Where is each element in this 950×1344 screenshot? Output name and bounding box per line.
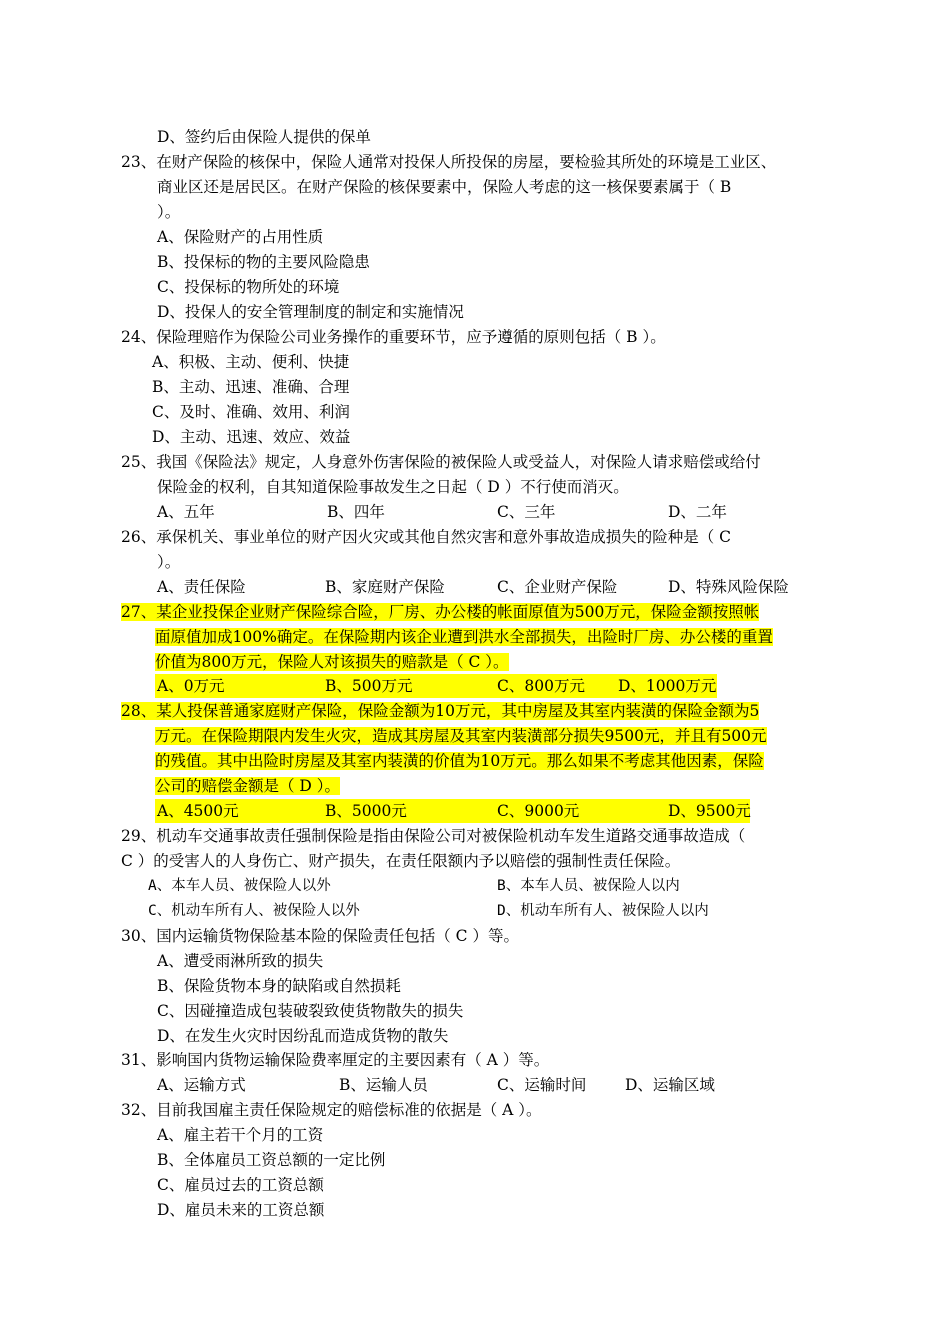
q30-option-d: D、在发生火灾时因纷乱而造成货物的散失	[157, 1027, 449, 1045]
q28-option-b: B、5000元	[325, 802, 407, 820]
q26-option-b: B、家庭财产保险	[325, 578, 445, 596]
q31-option-c: C、运输时间	[497, 1076, 587, 1094]
q28-stem-line2	[155, 724, 767, 748]
q25-stem-line2: 保险金的权利，自其知道保险事故发生之日起（ D ）不行使而消灭。	[157, 478, 629, 496]
q29-stem-line2: C ）的受害人的人身伤亡、财产损失，在责任限额内予以赔偿的强制性责任保险。	[121, 852, 681, 870]
q28-option-d: D、9500元	[668, 802, 751, 820]
q26-stem-line2: ）。	[157, 553, 181, 571]
q23-option-c: C、投保标的物所处的环境	[157, 278, 340, 296]
q25-option-c: C、三年	[497, 503, 556, 521]
q27-option-b: B、500万元	[325, 677, 413, 695]
q31-option-b: B、运输人员	[339, 1076, 428, 1094]
q29-option-c: C、机动车所有人、被保险人以外	[148, 903, 360, 919]
q23-option-a: A、保险财产的占用性质	[157, 228, 324, 246]
q29-option-b: B、本车人员、被保险人以内	[497, 878, 680, 894]
highlight-mark: 的残值。其中出险时房屋及其室内装潢的价值为10万元。那么如果不考虑其他因素，保险	[155, 752, 764, 770]
q23-option-d: D、投保人的安全管理制度的制定和实施情况	[157, 303, 464, 321]
q26-stem-line1: 26、承保机关、事业单位的财产因火灾或其他自然灾害和意外事故造成损失的险种是（ C	[121, 528, 732, 546]
highlight-mark: 公司的赔偿金额是（ D ）。	[155, 777, 341, 795]
q25-stem-line1: 25、我国《保险法》规定，人身意外伤害保险的被保险人或受益人，对保险人请求赔偿或给付	[121, 453, 761, 471]
q28-options-highlight	[155, 799, 750, 823]
q24-stem: 24、保险理赔作为保险公司业务操作的重要环节，应予遵循的原则包括（ B ）。	[121, 328, 666, 346]
q29-stem-line1: 29、机动车交通事故责任强制保险是指由保险公司对被保险机动车发生道路交通事故造成（	[121, 827, 746, 845]
q24-option-a: A、积极、主动、便利、快捷	[152, 353, 350, 371]
q23-stem-line3: ）。	[157, 203, 181, 221]
q27-option-c: C、800万元	[497, 677, 585, 695]
q32-option-b: B、全体雇员工资总额的一定比例	[157, 1151, 386, 1169]
highlight-mark: 万元。在保险期限内发生火灾，造成其房屋及其室内装潢部分损失9500元，并且有500元	[155, 727, 767, 745]
q32-stem: 32、目前我国雇主责任保险规定的赔偿标准的依据是（ A ）。	[121, 1101, 542, 1119]
q27-stem-line3	[155, 650, 509, 674]
q25-option-d: D、二年	[668, 503, 727, 521]
q31-option-d: D、运输区域	[625, 1076, 715, 1094]
q30-option-a: A、遭受雨淋所致的损失	[157, 952, 324, 970]
q29-option-d: D、机动车所有人、被保险人以内	[497, 903, 709, 919]
q23-stem-line2: 商业区还是居民区。在财产保险的核保要素中，保险人考虑的这一核保要素属于（ B	[157, 178, 732, 196]
q23-option-b: B、投保标的物的主要风险隐患	[157, 253, 370, 271]
highlight-mark: 面原值加成100%确定。在保险期内该企业遭到洪水全部损失，出险时厂房、办公楼的重置	[155, 628, 773, 646]
q27-option-d: D、1000万元	[618, 677, 717, 695]
q26-option-d: D、特殊风险保险	[668, 578, 789, 596]
q27-stem-line2	[155, 625, 773, 649]
q23-stem-line1: 23、在财产保险的核保中，保险人通常对投保人所投保的房屋，要检验其所处的环境是工业区、	[121, 153, 777, 171]
q30-option-b: B、保险货物本身的缺陷或自然损耗	[157, 977, 401, 995]
q31-option-a: A、运输方式	[157, 1076, 246, 1094]
highlight-mark: 价值为800万元，保险人对该损失的赔款是（ C ）。	[155, 653, 509, 671]
highlight-mark: 28、某人投保普通家庭财产保险，保险金额为10万元，其中房屋及其室内装潢的保险金额为5	[121, 702, 760, 720]
q27-option-a: A、0万元	[157, 677, 225, 695]
q26-option-c: C、企业财产保险	[497, 578, 618, 596]
q24-option-c: C、及时、准确、效用、利润	[152, 403, 350, 421]
q25-option-b: B、四年	[327, 503, 385, 521]
q27-stem-line1	[121, 600, 759, 624]
q32-option-a: A、雇主若干个月的工资	[157, 1126, 324, 1144]
q25-option-a: A、五年	[157, 503, 215, 521]
q32-option-c: C、雇员过去的工资总额	[157, 1176, 324, 1194]
q24-option-b: B、主动、迅速、准确、合理	[152, 378, 350, 396]
q29-option-a: A、本车人员、被保险人以外	[148, 878, 331, 894]
q22-option-d: D、签约后由保险人提供的保单	[157, 128, 371, 146]
q30-option-c: C、因碰撞造成包装破裂致使货物散失的损失	[157, 1002, 464, 1020]
q28-stem-line1	[121, 699, 759, 723]
q31-stem: 31、影响国内货物运输保险费率厘定的主要因素有（ A ）等。	[121, 1051, 550, 1069]
q28-stem-line4	[155, 774, 340, 798]
highlight-mark: 27、某企业投保企业财产保险综合险，厂房、办公楼的帐面原值为500万元，保险金额按照帐	[121, 603, 760, 621]
q28-stem-line3	[155, 749, 764, 773]
q30-stem: 30、国内运输货物保险基本险的保险责任包括（ C ）等。	[121, 927, 519, 945]
q28-option-c: C、9000元	[497, 802, 580, 820]
q24-option-d: D、主动、迅速、效应、效益	[152, 428, 351, 446]
q26-option-a: A、责任保险	[157, 578, 246, 596]
q28-option-a: A、4500元	[157, 802, 239, 820]
q32-option-d: D、雇员未来的工资总额	[157, 1201, 325, 1219]
